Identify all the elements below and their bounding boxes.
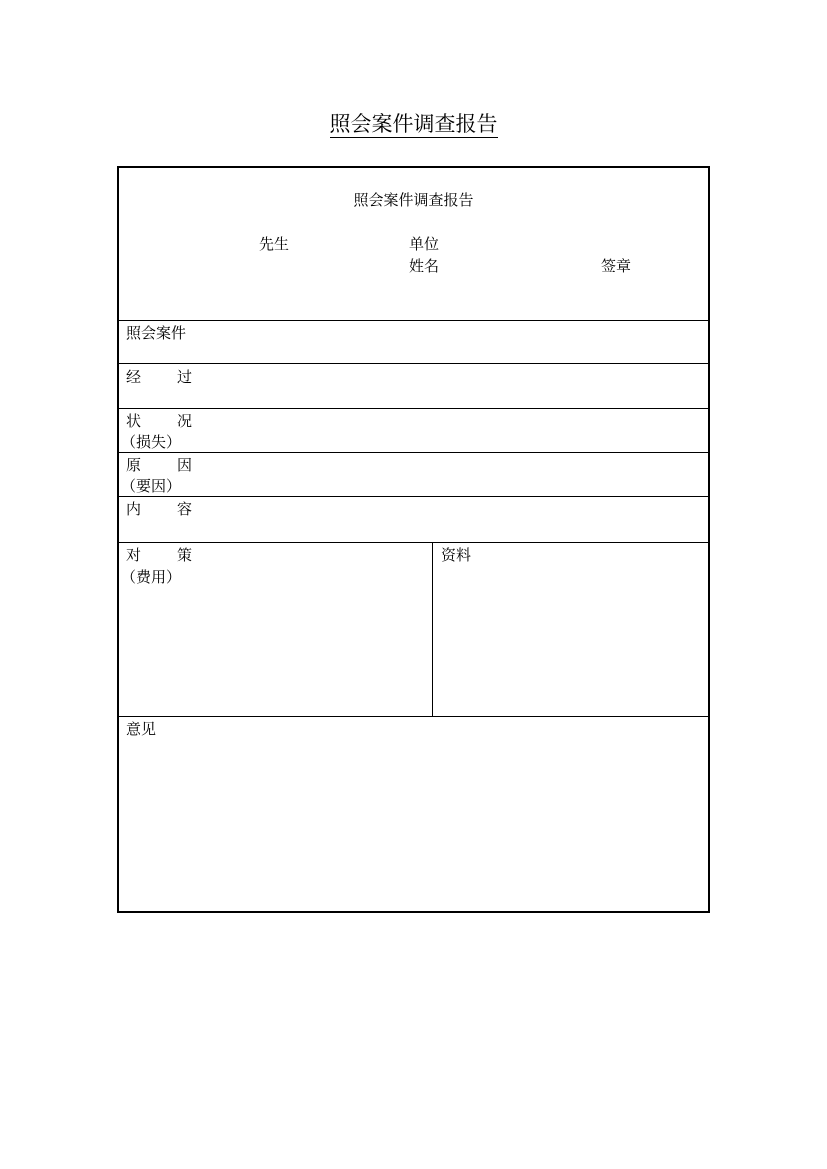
form-heading: 照会案件调查报告 [353, 191, 474, 209]
mister-label: 先生 [259, 235, 290, 253]
content-label: 内 容 [126, 500, 192, 518]
page-title-text: 照会案件调查报告 [329, 112, 498, 136]
case-row [119, 320, 708, 364]
cause-label: 原 因 [126, 456, 192, 474]
content-row [119, 497, 708, 543]
process-row [119, 364, 708, 409]
page-title [0, 108, 827, 138]
status-sublabel: （损失） [121, 433, 182, 451]
seal-label: 签章 [601, 257, 632, 275]
cause-row [119, 453, 708, 497]
name-label: 姓名 [409, 257, 440, 275]
measures-label: 对 策 [126, 546, 192, 564]
opinion-row [119, 717, 708, 911]
column-divider [432, 543, 433, 716]
form-header [119, 168, 708, 321]
materials-label: 资料 [441, 546, 472, 564]
measures-sublabel: （费用） [121, 568, 182, 586]
unit-label: 单位 [409, 235, 440, 253]
case-label: 照会案件 [126, 324, 187, 342]
measures-row [119, 543, 708, 717]
status-label: 状 况 [126, 412, 192, 430]
opinion-label: 意见 [126, 720, 157, 738]
cause-sublabel: （要因） [121, 477, 182, 495]
report-form [117, 166, 710, 913]
process-label: 经 过 [126, 368, 192, 386]
status-row [119, 409, 708, 453]
